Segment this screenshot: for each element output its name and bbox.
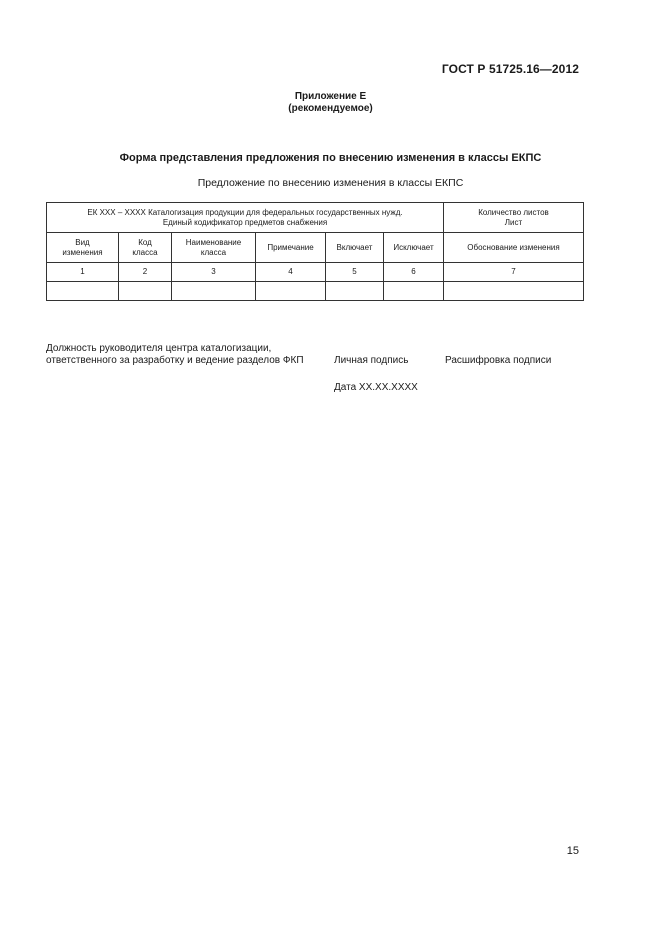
personal-signature-label: Личная подпись [334,355,409,366]
col-header-justification: Обоснование изменения [444,233,584,263]
form-subtitle: Предложение по внесению изменения в классы ЕКПС [197,177,464,189]
col-header-class-name: Наименование класса [172,233,256,263]
signatory-position-line1: Должность руководителя центра каталогизации, [46,343,272,354]
empty-cell [256,282,326,301]
signatory-position [46,343,304,367]
table-column-headers [47,233,584,263]
empty-cell [172,282,256,301]
empty-cell [119,282,172,301]
form-title: Форма представления предложения по внесению изменения в классы ЕКПС [119,152,542,164]
header-side-cell [444,203,584,233]
col-header-change-type: Вид изменения [47,233,119,263]
col-header-includes: Включает [326,233,384,263]
header-side-line2: Лист [504,217,523,227]
appendix-title: Приложение Е [294,91,367,102]
col-number: 4 [256,263,326,282]
header-side-line1: Количество листов [478,207,549,217]
proposal-form-table [46,202,584,301]
empty-cell [444,282,584,301]
empty-cell [47,282,119,301]
empty-cell [326,282,384,301]
col-number: 7 [444,263,584,282]
signature-decoding-label: Расшифровка подписи [445,355,552,366]
empty-cell [384,282,444,301]
appendix-status: (рекомендуемое) [288,103,373,114]
col-header-note: Примечание [256,233,326,263]
header-main-cell [47,203,444,233]
table-number-row [47,263,584,282]
header-main-line1: ЕК ХХХ – ХХХХ Каталогизация продукции для федеральных государственных нужд. [87,207,403,217]
standard-code: ГОСТ Р 51725.16—2012 [441,62,579,76]
table-header-row [47,203,584,233]
table-empty-row [47,282,584,301]
col-number: 2 [119,263,172,282]
col-number: 3 [172,263,256,282]
col-header-excludes: Исключает [384,233,444,263]
col-number: 5 [326,263,384,282]
date-label: Дата ХХ.ХХ.ХХХХ [334,382,418,393]
page-number: 15 [566,845,579,857]
col-number: 1 [47,263,119,282]
col-header-class-code: Код класса [119,233,172,263]
header-main-line2: Единый кодификатор предметов снабжения [162,217,328,227]
col-number: 6 [384,263,444,282]
signatory-position-line2: ответственного за разработку и ведение разделов ФКП [46,355,304,366]
appendix-heading [0,91,661,115]
